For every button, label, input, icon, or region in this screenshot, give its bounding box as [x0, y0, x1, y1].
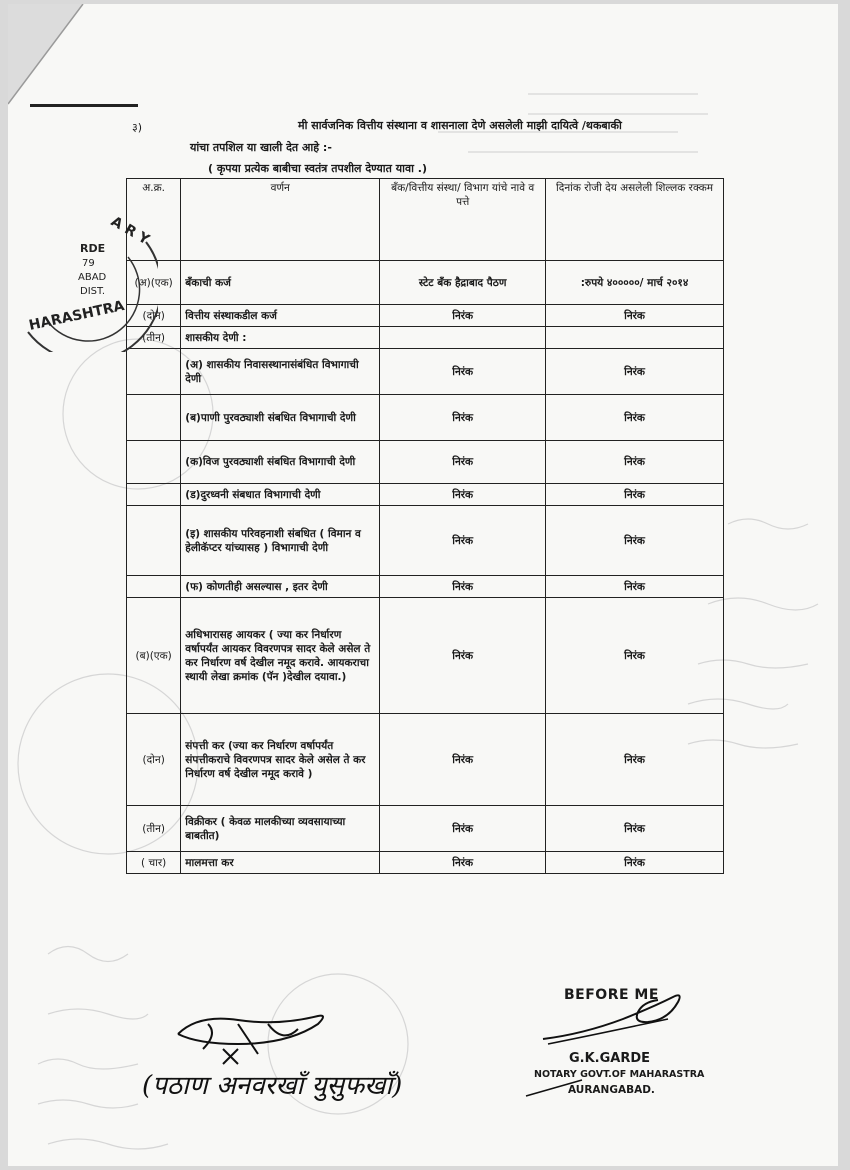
row-amount: निरंक	[546, 349, 724, 395]
table-row	[127, 852, 724, 874]
table-header-row	[127, 179, 724, 261]
row-serial: (ब)(एक)	[127, 598, 181, 714]
table-row	[127, 484, 724, 506]
row-bank: निरंक	[380, 441, 546, 484]
stamp-city: ABAD	[78, 272, 107, 283]
row-serial: ( चार)	[127, 852, 181, 874]
row-description: विक्रीकर ( केवळ मालकीच्या व्यवसायाच्या बाबतीत)	[181, 806, 380, 852]
row-description: मालमत्ता कर	[181, 852, 380, 874]
notary-title: NOTARY GOVT.OF MAHARASTRA	[534, 1069, 705, 1080]
table-row	[127, 327, 724, 349]
row-serial: (तीन)	[127, 327, 181, 349]
liabilities-table	[126, 178, 724, 874]
stamp-top-text: A R Y	[108, 213, 152, 249]
row-description: (ब)पाणी पुरवठ्याशी संबधित विभागाची देणी	[181, 395, 380, 441]
row-serial: (दोन)	[127, 714, 181, 806]
row-amount	[546, 327, 724, 349]
notary-city: AURANGABAD.	[568, 1084, 655, 1096]
row-serial	[127, 349, 181, 395]
row-amount: निरंक	[546, 714, 724, 806]
row-description: संपत्ती कर (ज्या कर निर्धारण वर्षापर्यंत संपत्तीकराचे विवरणपत्र सादर केले असेल ते कर निर्धारण वर्ष देखील नमूद करावे )	[181, 714, 380, 806]
table-row	[127, 806, 724, 852]
table-row	[127, 576, 724, 598]
row-bank: निरंक	[380, 576, 546, 598]
row-amount: निरंक	[546, 395, 724, 441]
table-row	[127, 395, 724, 441]
row-amount: निरंक	[546, 576, 724, 598]
table-row	[127, 441, 724, 484]
deponent-signature	[128, 1004, 448, 1104]
row-serial	[127, 506, 181, 576]
row-bank: निरंक	[380, 484, 546, 506]
row-bank: निरंक	[380, 506, 546, 576]
row-serial: (तीन)	[127, 806, 181, 852]
row-bank: निरंक	[380, 349, 546, 395]
stamp-name: RDE	[80, 242, 106, 255]
row-bank: निरंक	[380, 598, 546, 714]
row-bank	[380, 327, 546, 349]
row-description: (अ) शासकीय निवासस्थानासंबंधित विभागाची देणी	[181, 349, 380, 395]
row-bank: निरंक	[380, 852, 546, 874]
row-amount: निरंक	[546, 806, 724, 852]
notary-underline	[524, 1078, 584, 1098]
table-row	[127, 506, 724, 576]
row-serial	[127, 395, 181, 441]
intro-line-3: ( कृपया प्रत्येक बाबीचा स्वतंत्र तपशील देण्यात यावा .)	[208, 162, 427, 175]
row-amount: निरंक	[546, 506, 724, 576]
deponent-name: (पठाण अनवरखाँ युसुफखाँ)	[142, 1071, 403, 1101]
row-description: (ड)दुरध्वनी संबधात विभागाची देणी	[181, 484, 380, 506]
row-description: (क)विज पुरवठ्याशी संबधित विभागाची देणी	[181, 441, 380, 484]
row-description: (फ) कोणतीही असल्यास , इतर देणी	[181, 576, 380, 598]
row-bank: स्टेट बँक हैद्राबाद पैठण	[380, 261, 546, 305]
row-description: शासकीय देणी :	[181, 327, 380, 349]
row-serial	[127, 576, 181, 598]
header-amount: दिनांक रोजी देय असलेली शिल्लक रक्कम	[546, 179, 724, 261]
stamp-district: DIST.	[80, 286, 106, 297]
row-serial: (दोन)	[127, 305, 181, 327]
before-me-label: BEFORE ME	[564, 987, 659, 1003]
row-description: बँकाची कर्ज	[181, 261, 380, 305]
row-amount: :रुपये ४०००००/ मार्च २०१४	[546, 261, 724, 305]
row-amount: निरंक	[546, 484, 724, 506]
document-page	[8, 4, 838, 1166]
row-serial	[127, 441, 181, 484]
table-row	[127, 598, 724, 714]
header-serial: अ.क्र.	[127, 179, 181, 261]
row-serial	[127, 484, 181, 506]
intro-line-1: मी सार्वजनिक वित्तीय संस्थाना व शासनाला देणे असलेली माझी दायित्वे /थकबाकी	[298, 119, 622, 132]
header-bank: बँक/वित्तीय संस्था/ विभाग यांचे नावे व पत्ते	[380, 179, 546, 261]
row-amount: निरंक	[546, 598, 724, 714]
table-row	[127, 714, 724, 806]
row-bank: निरंक	[380, 305, 546, 327]
row-amount: निरंक	[546, 441, 724, 484]
notary-name: G.K.GARDE	[569, 1051, 651, 1066]
row-amount: निरंक	[546, 852, 724, 874]
notary-signature	[538, 989, 688, 1049]
row-description: अधिभारासह आयकर ( ज्या कर निर्धारण वर्षापर्यंत आयकर विवरणपत्र सादर केले असेल ते कर निर्धारण वर्ष देखील नमूद करावे. आयकराचा स्थायी लेखा क्रमांक (पॅन )देखील दयावा.)	[181, 598, 380, 714]
notary-stamp	[18, 202, 158, 352]
table-row	[127, 261, 724, 305]
table-row	[127, 305, 724, 327]
table-row	[127, 349, 724, 395]
row-bank: निरंक	[380, 395, 546, 441]
row-amount: निरंक	[546, 305, 724, 327]
row-description: वित्तीय संस्थाकडील कर्ज	[181, 305, 380, 327]
row-serial: (अ)(एक)	[127, 261, 181, 305]
stamp-number: 79	[82, 258, 95, 269]
intro-line-2: यांचा तपशिल या खाली देत आहे :-	[190, 141, 332, 154]
header-description: वर्णन	[181, 179, 380, 261]
page-number: ३)	[132, 121, 143, 134]
row-bank: निरंक	[380, 714, 546, 806]
stamp-state: HARASHTRA	[27, 298, 126, 334]
row-description: (इ) शासकीय परिवहनाशी संबधित ( विमान व हेलीकॅप्टर यांच्यासह ) विभागाची देणी	[181, 506, 380, 576]
row-bank: निरंक	[380, 806, 546, 852]
